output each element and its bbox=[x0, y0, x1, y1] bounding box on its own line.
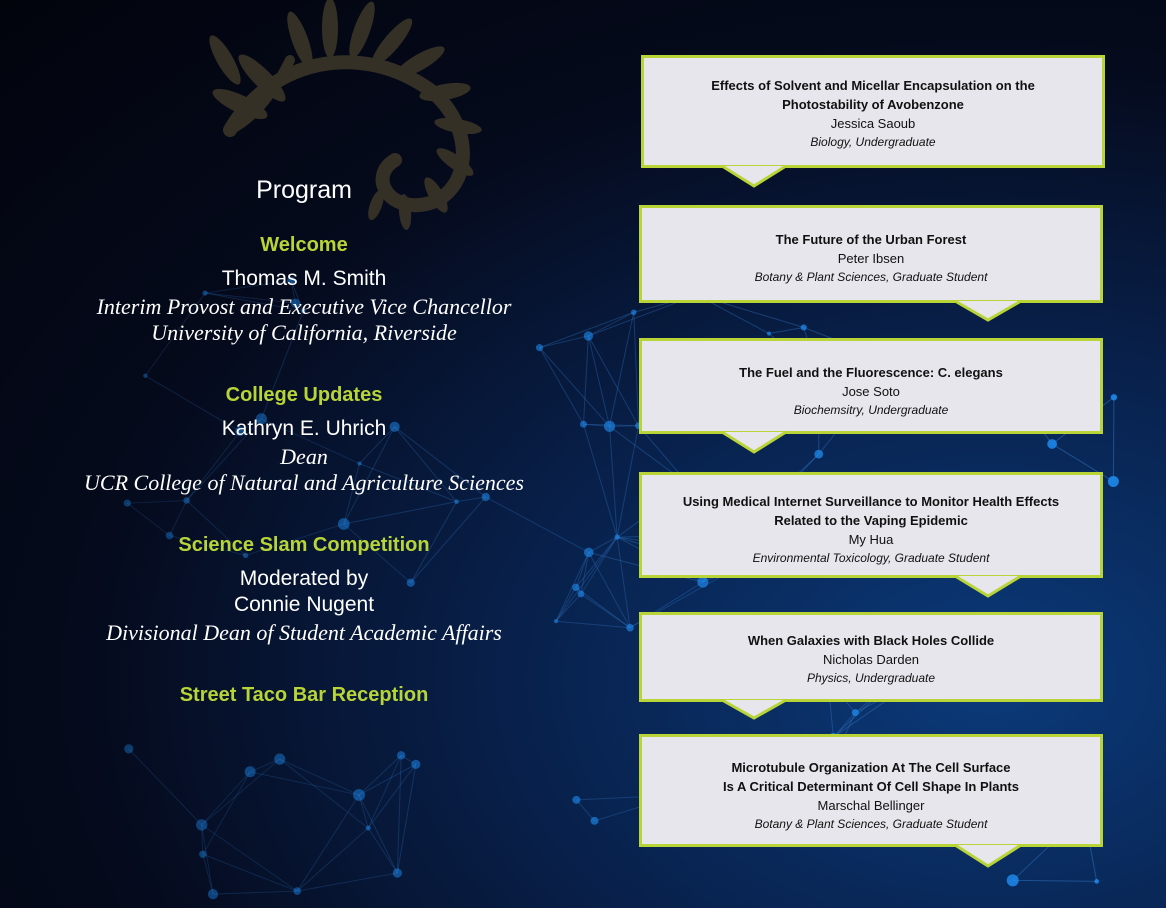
network-link bbox=[634, 312, 639, 425]
talk-card bbox=[639, 612, 1103, 702]
network-node bbox=[814, 450, 823, 459]
college-updates-speaker-institution: UCR College of Natural and Agriculture Sciences bbox=[84, 470, 524, 495]
talk-card bbox=[641, 55, 1105, 168]
network-node bbox=[626, 624, 634, 632]
network-node bbox=[1094, 879, 1099, 884]
science-slam-moderated-by: Moderated by bbox=[239, 567, 369, 590]
reception-heading: Street Taco Bar Reception bbox=[179, 684, 429, 706]
talk-presenter: Jose Soto bbox=[842, 384, 900, 399]
talk-title-line1: When Galaxies with Black Holes Collide bbox=[747, 633, 995, 648]
talk-presenter: Peter Ibsen bbox=[837, 251, 905, 266]
talk-title-line1: Effects of Solvent and Micellar Encapsulation on the bbox=[711, 78, 1035, 93]
talk-title-line2: Photostability of Avobenzone bbox=[782, 97, 964, 112]
science-slam-moderator-title: Divisional Dean of Student Academic Affairs bbox=[106, 620, 502, 645]
network-node bbox=[1111, 394, 1117, 400]
talk-affiliation: Botany & Plant Sciences, Graduate Student bbox=[754, 817, 988, 831]
science-slam-moderator-name: Connie Nugent bbox=[233, 593, 375, 616]
network-node bbox=[1047, 439, 1057, 449]
network-node bbox=[631, 309, 637, 315]
talk-title-line2: Is A Critical Determinant Of Cell Shape In Plants bbox=[723, 779, 1019, 794]
network-link bbox=[610, 426, 618, 537]
network-node bbox=[767, 331, 771, 335]
talk-affiliation: Biology, Undergraduate bbox=[810, 135, 936, 149]
network-node bbox=[697, 577, 708, 588]
network-node bbox=[1007, 874, 1019, 886]
welcome-speaker-name: Thomas M. Smith bbox=[221, 267, 387, 290]
network-node bbox=[801, 324, 807, 330]
welcome-heading: Welcome bbox=[260, 234, 348, 256]
welcome-speaker-title: Interim Provost and Executive Vice Chancellor bbox=[96, 294, 512, 319]
talk-title-line1: Using Medical Internet Surveillance to Monitor Health Effects bbox=[682, 494, 1060, 509]
talk-card bbox=[639, 472, 1103, 578]
science-slam-heading: Science Slam Competition bbox=[178, 534, 430, 556]
talk-affiliation: Biochemsitry, Undergraduate bbox=[793, 403, 949, 417]
talk-affiliation: Botany & Plant Sciences, Graduate Student bbox=[754, 270, 988, 284]
talk-title-line1: The Future of the Urban Forest bbox=[775, 232, 967, 247]
talk-card bbox=[639, 338, 1103, 434]
talk-affiliation: Physics, Undergraduate bbox=[806, 671, 936, 685]
welcome-speaker-institution: University of California, Riverside bbox=[151, 320, 457, 345]
talk-presenter: Marschal Bellinger bbox=[817, 798, 925, 813]
network-link bbox=[1113, 397, 1114, 481]
network-link bbox=[769, 327, 804, 333]
talk-title-line1: Microtubule Organization At The Cell Surface bbox=[731, 760, 1011, 775]
talk-presenter: My Hua bbox=[848, 532, 894, 547]
network-node bbox=[1108, 476, 1119, 487]
college-updates-speaker-title: Dean bbox=[280, 444, 328, 469]
program-title: Program bbox=[256, 176, 352, 204]
talk-presenter: Jessica Saoub bbox=[830, 116, 916, 131]
network-link bbox=[1013, 880, 1097, 881]
network-link bbox=[617, 426, 638, 537]
talk-presenter: Nicholas Darden bbox=[822, 652, 920, 667]
talk-title-line2: Related to the Vaping Epidemic bbox=[774, 513, 968, 528]
talk-affiliation: Environmental Toxicology, Graduate Student bbox=[752, 551, 990, 565]
talk-card bbox=[639, 734, 1103, 847]
network-node bbox=[852, 709, 859, 716]
network-link bbox=[610, 312, 634, 426]
network-link bbox=[617, 537, 630, 628]
network-node bbox=[614, 534, 619, 539]
talk-card bbox=[639, 205, 1103, 303]
college-updates-speaker-name: Kathryn E. Uhrich bbox=[221, 417, 387, 440]
talk-title-line1: The Fuel and the Fluorescence: C. elegans bbox=[739, 365, 1003, 380]
college-updates-heading: College Updates bbox=[225, 384, 383, 406]
